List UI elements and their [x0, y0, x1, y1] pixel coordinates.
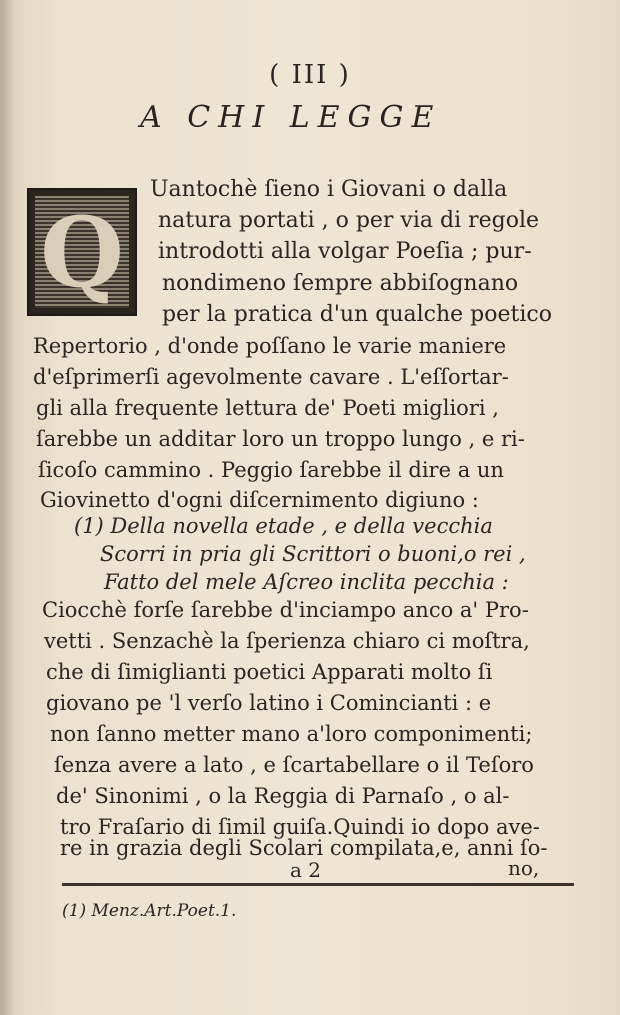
page-number: ( III ) [269, 60, 351, 90]
text-line: gli alla frequente lettura de' Poeti migliori , [36, 396, 499, 420]
text-line: giovano pe 'l verſo latino i Comincianti : e [46, 691, 492, 715]
verse-line: Scorri in pria gli Scrittori o buoni,o rei , [100, 542, 526, 566]
text-line: per la pratica d'un qualche poetico [162, 302, 552, 327]
text-line: che di ſimiglianti poetici Apparati molto ſi [46, 660, 493, 684]
footnote: (1) Menz.Art.Poet.1. [62, 901, 237, 921]
initial-letter: Q [40, 195, 124, 309]
footnote-rule [62, 883, 574, 886]
text-line: nondimeno ſempre abbiſognano [162, 271, 519, 296]
text-line: d'eſprimerſi agevolmente cavare . L'eſſortar- [33, 365, 509, 389]
text-line: Repertorio , d'onde poſſano le varie maniere [33, 334, 507, 358]
text-line: non ſanno metter mano a'loro componimenti; [50, 722, 533, 746]
catchword: no, [508, 856, 540, 880]
text-line: vetti . Senzachè la ſperienza chiaro ci moſtra, [44, 629, 530, 653]
text-line: ſicoſo cammino . Peggio ſarebbe il dire a un [38, 458, 504, 482]
text-line: natura portati , o per via di regole [158, 208, 540, 233]
decorated-initial [27, 188, 137, 316]
text-line: de' Sinonimi , o la Reggia di Parnaſo , o al- [56, 784, 510, 808]
text-line: introdotti alla volgar Poeſia ; pur- [158, 239, 532, 264]
text-line: tro Fraſario di ſimil guiſa.Quindi io dopo ave- [60, 815, 540, 839]
page-gutter [0, 0, 14, 1015]
text-line: Uantochè ſieno i Giovani o dalla [150, 177, 508, 202]
verse-line: Fatto del mele Aſcreo inclita pecchia : [104, 570, 509, 594]
text-line: Ciocchè forſe ſarebbe d'inciampo anco a' Pro- [42, 598, 529, 622]
text-line: ſenza avere a lato , e ſcartabellare o il Teſoro [54, 753, 534, 777]
signature-mark: a 2 [290, 858, 322, 882]
text-line: ſarebbe un additar loro un troppo lungo , e ri- [36, 427, 525, 451]
chapter-title: A CHI LEGGE [140, 100, 442, 135]
verse-line: (1) Della novella etade , e della vecchia [74, 514, 493, 538]
text-line: Giovinetto d'ogni diſcernimento digiuno : [40, 488, 479, 512]
text-line: re in grazia degli Scolari compilata,e, anni ſo- [60, 836, 548, 860]
